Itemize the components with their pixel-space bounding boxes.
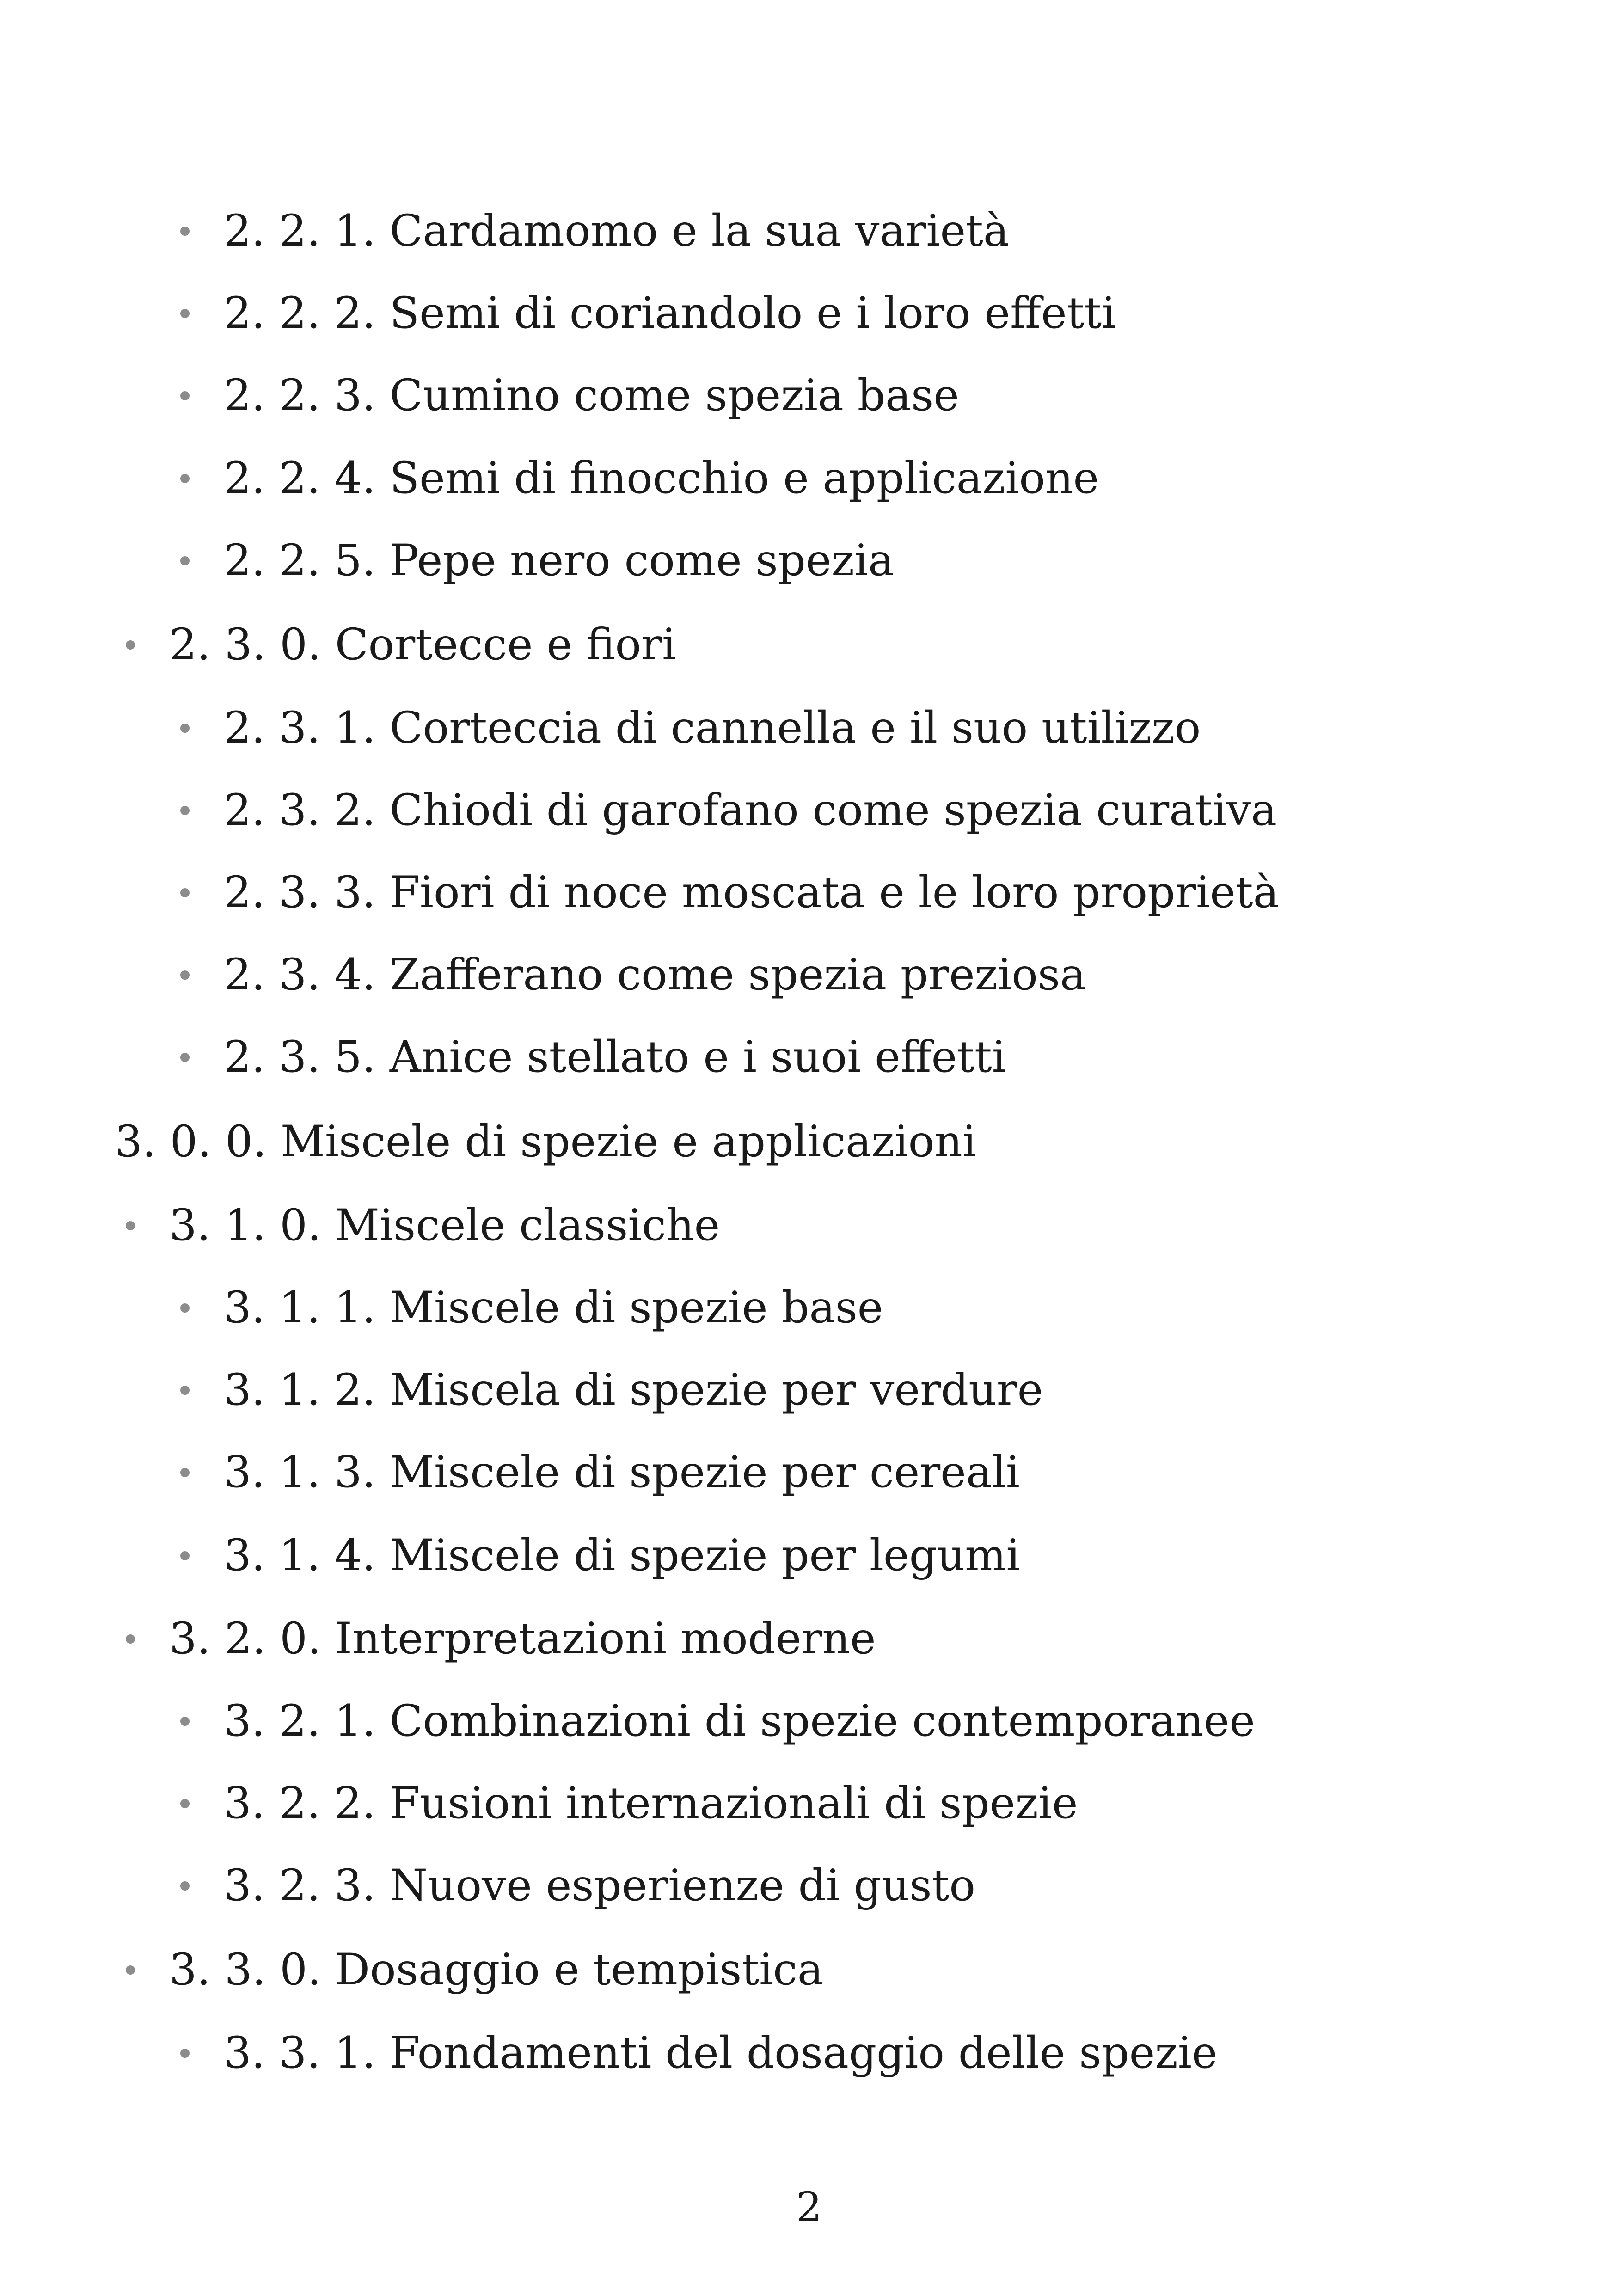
toc-entry xyxy=(180,1687,1255,1756)
page-number: 2 xyxy=(796,2183,822,2231)
toc-entry xyxy=(180,1769,1078,1838)
toc-entry xyxy=(180,526,894,595)
toc-entry-text: 3. 1. 2. Miscela di spezie per verdure xyxy=(224,1365,1043,1415)
bullet-icon xyxy=(180,1799,190,1808)
toc-entry xyxy=(180,444,1099,513)
bullet-icon xyxy=(126,1965,135,1975)
toc-entry xyxy=(126,1191,720,1260)
bullet-icon xyxy=(180,2049,190,2058)
bullet-icon xyxy=(180,806,190,815)
toc-entry-text: 3. 1. 1. Miscele di spezie base xyxy=(224,1283,883,1333)
toc-entry-text: 2. 3. 1. Corteccia di cannella e il suo utilizzo xyxy=(224,703,1201,753)
toc-entry xyxy=(180,1023,1006,1092)
bullet-icon xyxy=(180,1303,190,1313)
toc-entry-chapter xyxy=(115,1107,976,1177)
toc-entry xyxy=(126,610,676,680)
toc-entry xyxy=(180,1273,883,1343)
toc-entry-text: 2. 2. 2. Semi di coriandolo e i loro effetti xyxy=(224,288,1116,338)
toc-entry-text: 2. 2. 5. Pepe nero come spezia xyxy=(224,535,895,586)
bullet-icon xyxy=(126,640,135,650)
toc-entry xyxy=(180,940,1086,1010)
toc-entry-text: 3. 1. 0. Miscele classiche xyxy=(169,1200,720,1251)
toc-entry-text: 3. 2. 0. Interpretazioni moderne xyxy=(169,1614,876,1664)
toc-entry-text: 3. 2. 3. Nuove esperienze di gusto xyxy=(224,1860,975,1911)
bullet-icon xyxy=(180,391,190,400)
toc-entry xyxy=(180,279,1115,348)
toc-entry-text: 2. 3. 4. Zafferano come spezia preziosa xyxy=(224,950,1086,1000)
bullet-icon xyxy=(180,474,190,483)
toc-entry xyxy=(180,361,959,430)
toc-entry-text: 2. 3. 5. Anice stellato e i suoi effetti xyxy=(224,1032,1006,1082)
bullet-icon xyxy=(180,1551,190,1560)
toc-entry-text: 3. 2. 1. Combinazioni di spezie contemporanee xyxy=(224,1696,1255,1746)
toc-entry-text: 2. 3. 2. Chiodi di garofano come spezia curativa xyxy=(224,785,1277,835)
bullet-icon xyxy=(180,970,190,980)
toc-entry xyxy=(180,1356,1043,1425)
toc-entry xyxy=(180,1438,1020,1507)
toc-entry xyxy=(180,694,1201,763)
bullet-icon xyxy=(126,1634,135,1644)
toc-entry xyxy=(180,1851,975,1921)
bullet-icon xyxy=(180,227,190,236)
bullet-icon xyxy=(180,556,190,565)
toc-entry-text: 2. 3. 0. Cortecce e fiori xyxy=(169,620,676,670)
bullet-icon xyxy=(180,724,190,733)
toc-entry xyxy=(180,776,1277,845)
toc-entry-text: 2. 2. 1. Cardamomo e la sua varietà xyxy=(224,206,1009,256)
toc-entry xyxy=(180,196,1009,266)
toc-entry-text: 3. 0. 0. Miscele di spezie e applicazioni xyxy=(115,1117,976,1167)
toc-entry-text: 2. 3. 3. Fiori di noce moscata e le loro proprietà xyxy=(224,867,1279,918)
bullet-icon xyxy=(180,1717,190,1726)
toc-entry-text: 3. 2. 2. Fusioni internazionali di spezie xyxy=(224,1778,1078,1829)
toc-entry xyxy=(180,1521,1020,1590)
toc-entry xyxy=(126,1935,823,2005)
bullet-icon xyxy=(180,888,190,897)
bullet-icon xyxy=(180,1468,190,1477)
toc-entry xyxy=(126,1604,876,1674)
toc-entry xyxy=(180,2019,1218,2088)
toc-entry-text: 3. 1. 4. Miscele di spezie per legumi xyxy=(224,1530,1020,1581)
bullet-icon xyxy=(180,1881,190,1891)
toc-entry xyxy=(180,858,1279,927)
bullet-icon xyxy=(180,309,190,318)
toc-entry-text: 2. 2. 3. Cumino come spezia base xyxy=(224,370,959,421)
bullet-icon xyxy=(126,1221,135,1230)
toc-entry-text: 3. 3. 0. Dosaggio e tempistica xyxy=(169,1945,823,1995)
toc-entry-text: 3. 3. 1. Fondamenti del dosaggio delle spezie xyxy=(224,2028,1218,2078)
bullet-icon xyxy=(180,1386,190,1395)
bullet-icon xyxy=(180,1053,190,1062)
toc-entry-text: 3. 1. 3. Miscele di spezie per cereali xyxy=(224,1447,1020,1498)
toc-entry-text: 2. 2. 4. Semi di finocchio e applicazione xyxy=(224,453,1099,503)
